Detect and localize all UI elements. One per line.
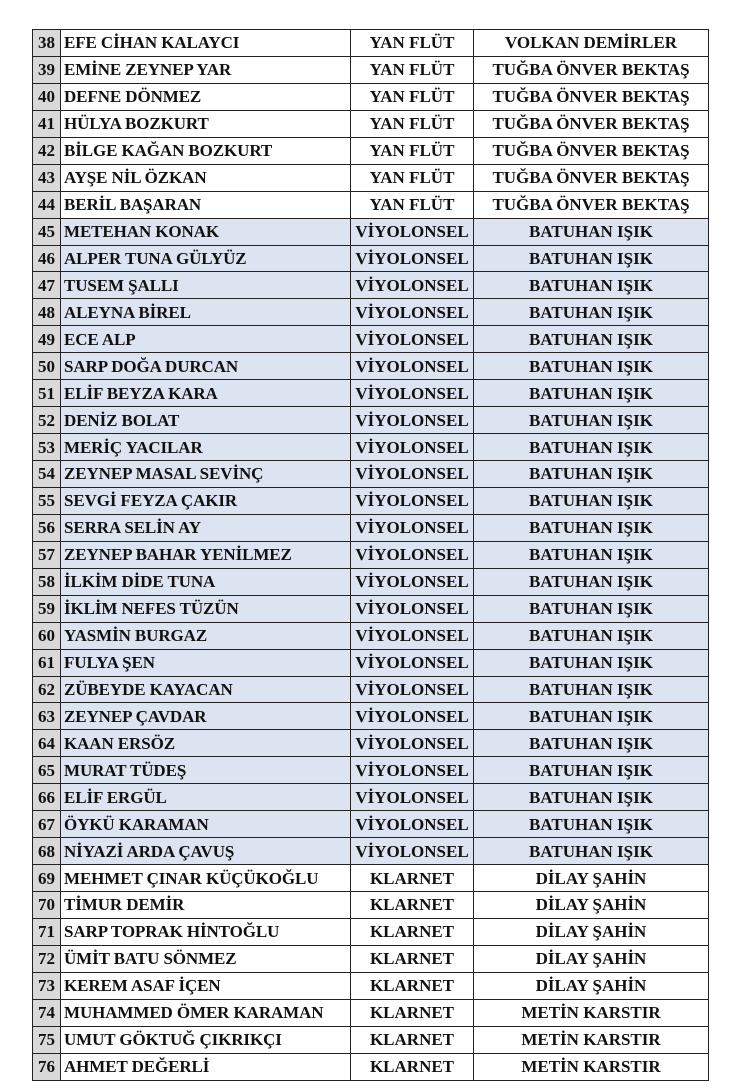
student-name-cell: UMUT GÖKTUĞ ÇIKRIKÇI xyxy=(61,1026,351,1053)
instrument-cell: KLARNET xyxy=(351,1026,474,1053)
table-row xyxy=(33,972,709,999)
teacher-name-cell: BATUHAN IŞIK xyxy=(474,811,709,838)
row-number-cell: 53 xyxy=(33,434,61,461)
table-row xyxy=(33,83,709,110)
table-row xyxy=(33,434,709,461)
table-row xyxy=(33,137,709,164)
table-row xyxy=(33,568,709,595)
table-row xyxy=(33,999,709,1026)
table-row xyxy=(33,865,709,892)
student-name-cell: AHMET DEĞERLİ xyxy=(61,1053,351,1080)
student-name-cell: MERİÇ YACILAR xyxy=(61,434,351,461)
row-number-cell: 48 xyxy=(33,299,61,326)
student-name-cell: DENİZ BOLAT xyxy=(61,407,351,434)
student-name-cell: ZÜBEYDE KAYACAN xyxy=(61,676,351,703)
student-name-cell: FULYA ŞEN xyxy=(61,649,351,676)
teacher-name-cell: BATUHAN IŞIK xyxy=(474,649,709,676)
table-row xyxy=(33,838,709,865)
table-row xyxy=(33,164,709,191)
student-name-cell: EFE CİHAN KALAYCI xyxy=(61,30,351,57)
row-number-cell: 54 xyxy=(33,461,61,488)
row-number-cell: 75 xyxy=(33,1026,61,1053)
table-row xyxy=(33,757,709,784)
instrument-cell: VİYOLONSEL xyxy=(351,380,474,407)
row-number-cell: 73 xyxy=(33,972,61,999)
teacher-name-cell: BATUHAN IŞIK xyxy=(474,353,709,380)
row-number-cell: 72 xyxy=(33,945,61,972)
student-name-cell: TUSEM ŞALLI xyxy=(61,272,351,299)
row-number-cell: 41 xyxy=(33,110,61,137)
student-roster-table xyxy=(32,29,709,1081)
row-number-cell: 76 xyxy=(33,1053,61,1080)
student-name-cell: ALPER TUNA GÜLYÜZ xyxy=(61,245,351,272)
student-name-cell: ÖYKÜ KARAMAN xyxy=(61,811,351,838)
table-row xyxy=(33,326,709,353)
student-name-cell: İLKİM DİDE TUNA xyxy=(61,568,351,595)
instrument-cell: YAN FLÜT xyxy=(351,137,474,164)
instrument-cell: YAN FLÜT xyxy=(351,56,474,83)
row-number-cell: 46 xyxy=(33,245,61,272)
student-name-cell: MEHMET ÇINAR KÜÇÜKOĞLU xyxy=(61,865,351,892)
student-name-cell: ECE ALP xyxy=(61,326,351,353)
student-name-cell: METEHAN KONAK xyxy=(61,218,351,245)
row-number-cell: 39 xyxy=(33,56,61,83)
teacher-name-cell: DİLAY ŞAHİN xyxy=(474,918,709,945)
table-row xyxy=(33,191,709,218)
table-row xyxy=(33,353,709,380)
teacher-name-cell: BATUHAN IŞIK xyxy=(474,514,709,541)
instrument-cell: KLARNET xyxy=(351,945,474,972)
student-name-cell: ZEYNEP MASAL SEVİNÇ xyxy=(61,461,351,488)
row-number-cell: 61 xyxy=(33,649,61,676)
teacher-name-cell: BATUHAN IŞIK xyxy=(474,541,709,568)
student-name-cell: SEVGİ FEYZA ÇAKIR xyxy=(61,487,351,514)
table-row xyxy=(33,1053,709,1080)
instrument-cell: VİYOLONSEL xyxy=(351,514,474,541)
instrument-cell: VİYOLONSEL xyxy=(351,272,474,299)
teacher-name-cell: BATUHAN IŞIK xyxy=(474,757,709,784)
instrument-cell: VİYOLONSEL xyxy=(351,541,474,568)
table-row xyxy=(33,945,709,972)
row-number-cell: 50 xyxy=(33,353,61,380)
instrument-cell: YAN FLÜT xyxy=(351,30,474,57)
row-number-cell: 63 xyxy=(33,703,61,730)
instrument-cell: VİYOLONSEL xyxy=(351,245,474,272)
teacher-name-cell: DİLAY ŞAHİN xyxy=(474,892,709,919)
teacher-name-cell: TUĞBA ÖNVER BEKTAŞ xyxy=(474,56,709,83)
student-name-cell: KEREM ASAF İÇEN xyxy=(61,972,351,999)
student-name-cell: ZEYNEP ÇAVDAR xyxy=(61,703,351,730)
table-row xyxy=(33,595,709,622)
instrument-cell: VİYOLONSEL xyxy=(351,326,474,353)
table-row xyxy=(33,730,709,757)
table-row xyxy=(33,703,709,730)
teacher-name-cell: VOLKAN DEMİRLER xyxy=(474,30,709,57)
instrument-cell: VİYOLONSEL xyxy=(351,353,474,380)
row-number-cell: 56 xyxy=(33,514,61,541)
instrument-cell: VİYOLONSEL xyxy=(351,784,474,811)
student-name-cell: EMİNE ZEYNEP YAR xyxy=(61,56,351,83)
teacher-name-cell: BATUHAN IŞIK xyxy=(474,461,709,488)
instrument-cell: YAN FLÜT xyxy=(351,191,474,218)
student-name-cell: TİMUR DEMİR xyxy=(61,892,351,919)
teacher-name-cell: TUĞBA ÖNVER BEKTAŞ xyxy=(474,83,709,110)
instrument-cell: KLARNET xyxy=(351,1053,474,1080)
teacher-name-cell: METİN KARSTIR xyxy=(474,1026,709,1053)
teacher-name-cell: BATUHAN IŞIK xyxy=(474,730,709,757)
row-number-cell: 66 xyxy=(33,784,61,811)
row-number-cell: 71 xyxy=(33,918,61,945)
roster-body xyxy=(33,30,709,1081)
instrument-cell: KLARNET xyxy=(351,972,474,999)
instrument-cell: VİYOLONSEL xyxy=(351,811,474,838)
instrument-cell: VİYOLONSEL xyxy=(351,703,474,730)
student-name-cell: ÜMİT BATU SÖNMEZ xyxy=(61,945,351,972)
instrument-cell: KLARNET xyxy=(351,892,474,919)
student-name-cell: ZEYNEP BAHAR YENİLMEZ xyxy=(61,541,351,568)
student-name-cell: HÜLYA BOZKURT xyxy=(61,110,351,137)
student-name-cell: ELİF BEYZA KARA xyxy=(61,380,351,407)
row-number-cell: 51 xyxy=(33,380,61,407)
teacher-name-cell: BATUHAN IŞIK xyxy=(474,434,709,461)
row-number-cell: 47 xyxy=(33,272,61,299)
teacher-name-cell: METİN KARSTIR xyxy=(474,999,709,1026)
instrument-cell: KLARNET xyxy=(351,865,474,892)
teacher-name-cell: BATUHAN IŞIK xyxy=(474,568,709,595)
teacher-name-cell: BATUHAN IŞIK xyxy=(474,218,709,245)
row-number-cell: 58 xyxy=(33,568,61,595)
teacher-name-cell: BATUHAN IŞIK xyxy=(474,272,709,299)
row-number-cell: 55 xyxy=(33,487,61,514)
student-name-cell: SARP DOĞA DURCAN xyxy=(61,353,351,380)
table-row xyxy=(33,218,709,245)
table-row xyxy=(33,676,709,703)
teacher-name-cell: DİLAY ŞAHİN xyxy=(474,972,709,999)
table-row xyxy=(33,380,709,407)
row-number-cell: 49 xyxy=(33,326,61,353)
table-row xyxy=(33,56,709,83)
row-number-cell: 62 xyxy=(33,676,61,703)
teacher-name-cell: BATUHAN IŞIK xyxy=(474,622,709,649)
table-row xyxy=(33,892,709,919)
row-number-cell: 45 xyxy=(33,218,61,245)
table-row xyxy=(33,918,709,945)
instrument-cell: YAN FLÜT xyxy=(351,83,474,110)
instrument-cell: VİYOLONSEL xyxy=(351,649,474,676)
teacher-name-cell: BATUHAN IŞIK xyxy=(474,380,709,407)
row-number-cell: 65 xyxy=(33,757,61,784)
teacher-name-cell: DİLAY ŞAHİN xyxy=(474,945,709,972)
row-number-cell: 70 xyxy=(33,892,61,919)
teacher-name-cell: BATUHAN IŞIK xyxy=(474,595,709,622)
instrument-cell: VİYOLONSEL xyxy=(351,595,474,622)
row-number-cell: 60 xyxy=(33,622,61,649)
table-row xyxy=(33,541,709,568)
table-row xyxy=(33,245,709,272)
student-name-cell: BERİL BAŞARAN xyxy=(61,191,351,218)
table-row xyxy=(33,110,709,137)
student-name-cell: DEFNE DÖNMEZ xyxy=(61,83,351,110)
instrument-cell: VİYOLONSEL xyxy=(351,487,474,514)
row-number-cell: 38 xyxy=(33,30,61,57)
student-name-cell: MUHAMMED ÖMER KARAMAN xyxy=(61,999,351,1026)
teacher-name-cell: BATUHAN IŞIK xyxy=(474,407,709,434)
teacher-name-cell: TUĞBA ÖNVER BEKTAŞ xyxy=(474,164,709,191)
table-row xyxy=(33,622,709,649)
instrument-cell: VİYOLONSEL xyxy=(351,461,474,488)
teacher-name-cell: BATUHAN IŞIK xyxy=(474,245,709,272)
student-name-cell: ALEYNA BİREL xyxy=(61,299,351,326)
row-number-cell: 74 xyxy=(33,999,61,1026)
row-number-cell: 43 xyxy=(33,164,61,191)
student-name-cell: MURAT TÜDEŞ xyxy=(61,757,351,784)
instrument-cell: KLARNET xyxy=(351,999,474,1026)
instrument-cell: VİYOLONSEL xyxy=(351,299,474,326)
table-row xyxy=(33,649,709,676)
instrument-cell: VİYOLONSEL xyxy=(351,407,474,434)
table-row xyxy=(33,407,709,434)
student-name-cell: SARP TOPRAK HİNTOĞLU xyxy=(61,918,351,945)
teacher-name-cell: BATUHAN IŞIK xyxy=(474,487,709,514)
row-number-cell: 69 xyxy=(33,865,61,892)
table-row xyxy=(33,299,709,326)
row-number-cell: 40 xyxy=(33,83,61,110)
table-row xyxy=(33,487,709,514)
instrument-cell: VİYOLONSEL xyxy=(351,838,474,865)
instrument-cell: VİYOLONSEL xyxy=(351,730,474,757)
student-name-cell: İKLİM NEFES TÜZÜN xyxy=(61,595,351,622)
table-row xyxy=(33,272,709,299)
row-number-cell: 52 xyxy=(33,407,61,434)
student-name-cell: NİYAZİ ARDA ÇAVUŞ xyxy=(61,838,351,865)
instrument-cell: KLARNET xyxy=(351,918,474,945)
table-row xyxy=(33,784,709,811)
teacher-name-cell: TUĞBA ÖNVER BEKTAŞ xyxy=(474,110,709,137)
teacher-name-cell: BATUHAN IŞIK xyxy=(474,676,709,703)
teacher-name-cell: BATUHAN IŞIK xyxy=(474,299,709,326)
teacher-name-cell: DİLAY ŞAHİN xyxy=(474,865,709,892)
instrument-cell: VİYOLONSEL xyxy=(351,568,474,595)
teacher-name-cell: TUĞBA ÖNVER BEKTAŞ xyxy=(474,137,709,164)
instrument-cell: VİYOLONSEL xyxy=(351,622,474,649)
instrument-cell: VİYOLONSEL xyxy=(351,434,474,461)
student-name-cell: YASMİN BURGAZ xyxy=(61,622,351,649)
row-number-cell: 44 xyxy=(33,191,61,218)
student-name-cell: SERRA SELİN AY xyxy=(61,514,351,541)
row-number-cell: 67 xyxy=(33,811,61,838)
row-number-cell: 42 xyxy=(33,137,61,164)
row-number-cell: 64 xyxy=(33,730,61,757)
instrument-cell: VİYOLONSEL xyxy=(351,757,474,784)
student-name-cell: ELİF ERGÜL xyxy=(61,784,351,811)
student-name-cell: KAAN ERSÖZ xyxy=(61,730,351,757)
teacher-name-cell: BATUHAN IŞIK xyxy=(474,784,709,811)
student-name-cell: BİLGE KAĞAN BOZKURT xyxy=(61,137,351,164)
table-row xyxy=(33,30,709,57)
teacher-name-cell: BATUHAN IŞIK xyxy=(474,326,709,353)
table-row xyxy=(33,811,709,838)
instrument-cell: VİYOLONSEL xyxy=(351,676,474,703)
instrument-cell: VİYOLONSEL xyxy=(351,218,474,245)
teacher-name-cell: TUĞBA ÖNVER BEKTAŞ xyxy=(474,191,709,218)
teacher-name-cell: METİN KARSTIR xyxy=(474,1053,709,1080)
instrument-cell: YAN FLÜT xyxy=(351,110,474,137)
table-row xyxy=(33,461,709,488)
teacher-name-cell: BATUHAN IŞIK xyxy=(474,838,709,865)
instrument-cell: YAN FLÜT xyxy=(351,164,474,191)
student-name-cell: AYŞE NİL ÖZKAN xyxy=(61,164,351,191)
teacher-name-cell: BATUHAN IŞIK xyxy=(474,703,709,730)
table-row xyxy=(33,514,709,541)
row-number-cell: 59 xyxy=(33,595,61,622)
row-number-cell: 57 xyxy=(33,541,61,568)
row-number-cell: 68 xyxy=(33,838,61,865)
table-row xyxy=(33,1026,709,1053)
